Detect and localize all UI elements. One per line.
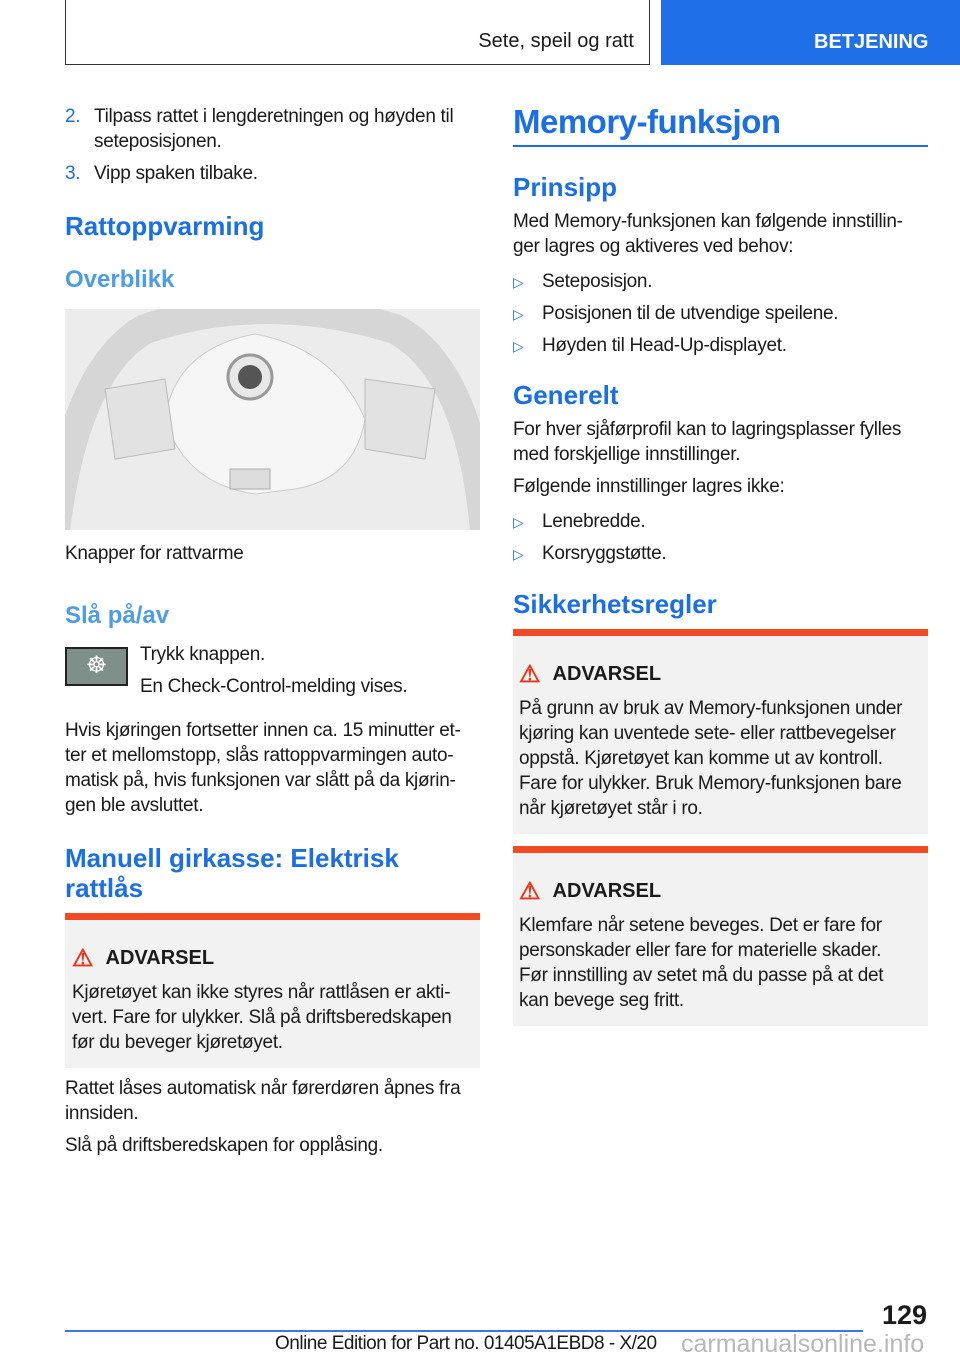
- generelt-text-2: Følgende innstillinger lagres ikke:: [513, 476, 785, 497]
- image-caption: Knapper for rattvarme: [65, 543, 244, 564]
- header-chapter-tab[interactable]: [661, 0, 960, 65]
- heading-sikkerhetsregler: Sikkerhetsregler: [513, 589, 717, 619]
- header-section-title: Sete, speil og ratt: [478, 30, 634, 52]
- footer-edition: Online Edition for Part no. 01405A1EBD8 - X/20: [275, 1333, 657, 1354]
- list-item: ▷ Høyden til Head-Up-displayet.: [513, 335, 787, 356]
- list-item: ▷ Posisjonen til de utvendige speilene.: [513, 303, 839, 324]
- heading-divider: [513, 145, 928, 147]
- list-item: ▷ Lenebredde.: [513, 511, 646, 532]
- step-3: 3. Vipp spaken tilbake.: [65, 163, 258, 184]
- paragraph-rattoppvarming: Hvis kjøringen fortsetter innen ca. 15 minutter et- ter et mellomstopp, slås rattoppvarmingen auto- matisk på, hvis funksjonen var slått på da kjørin- gen ble avsluttet.: [65, 720, 461, 816]
- prinsipp-list: [513, 266, 838, 362]
- heading-prinsipp: Prinsipp: [513, 172, 618, 202]
- heading-rattoppvarming: Rattoppvarming: [65, 211, 265, 241]
- generelt-list: [513, 506, 666, 570]
- heated-steering-button-icon: ☸: [65, 647, 128, 686]
- steering-wheel-image: [65, 309, 480, 530]
- page-number: 129: [881, 1300, 927, 1330]
- paragraph-opplasing: Slå på driftsberedskapen for opplåsing.: [65, 1135, 383, 1156]
- watermark[interactable]: carmanualsonline.info: [681, 1330, 925, 1358]
- prinsipp-text: Med Memory-funksjonen kan følgende innstillin- ger lagres og aktiveres ved behov:: [513, 211, 903, 257]
- warning-icon: ⚠: [519, 661, 541, 688]
- heading-generelt: Generelt: [513, 380, 619, 410]
- paragraph-rattlas: Rattet låses automatisk når førerdøren åpnes fra innsiden.: [65, 1078, 461, 1124]
- chapter-label: BETJENING: [814, 31, 929, 53]
- step-2: 2. Tilpass rattet i lengderetningen og høyden til seteposisjonen.: [65, 106, 454, 152]
- warning-box-klemfare: ⚠ ADVARSEL Klemfare når setene beveges. Det er fare for personskader eller fare for materielle skader. Før innstilling av setet må du passe på at det kan bevege seg fritt.: [513, 846, 928, 1026]
- warning-box-memory: ⚠ ADVARSEL På grunn av bruk av Memory-funksjonen under kjøring kan uventede sete- eller rattbevegelser oppstå. Kjøretøyet kan komme ut av kontroll. Fare for ulykker. Bruk Memory-funksjonen bare når kjøretøyet står i ro.: [513, 629, 928, 834]
- warning-icon: ⚠: [519, 878, 541, 905]
- list-item: ▷ Seteposisjon.: [513, 271, 653, 292]
- heading-sla-pa-av: Slå på/av: [65, 602, 170, 629]
- warning-icon: ⚠: [72, 945, 94, 972]
- warning-box-rattlas: ⚠ ADVARSEL Kjøretøyet kan ikke styres når rattlåsen er akti- vert. Fare for ulykker. Slå på driftsberedskapen før du beveger kjøretøyet.: [65, 913, 480, 1068]
- sla-line-2: En Check-Control-melding vises.: [140, 676, 408, 697]
- sla-line-1: Trykk knappen.: [140, 644, 265, 665]
- list-item: ▷ Korsryggstøtte.: [513, 543, 667, 564]
- heading-manuell-girkasse: Manuell girkasse: Elektrisk rattlås: [65, 843, 399, 903]
- heading-memory-funksjon: Memory-funksjon: [513, 103, 781, 140]
- heading-overblikk: Overblikk: [65, 266, 175, 293]
- generelt-text: For hver sjåførprofil kan to lagringsplasser fylles med forskjellige innstillinger.: [513, 419, 902, 465]
